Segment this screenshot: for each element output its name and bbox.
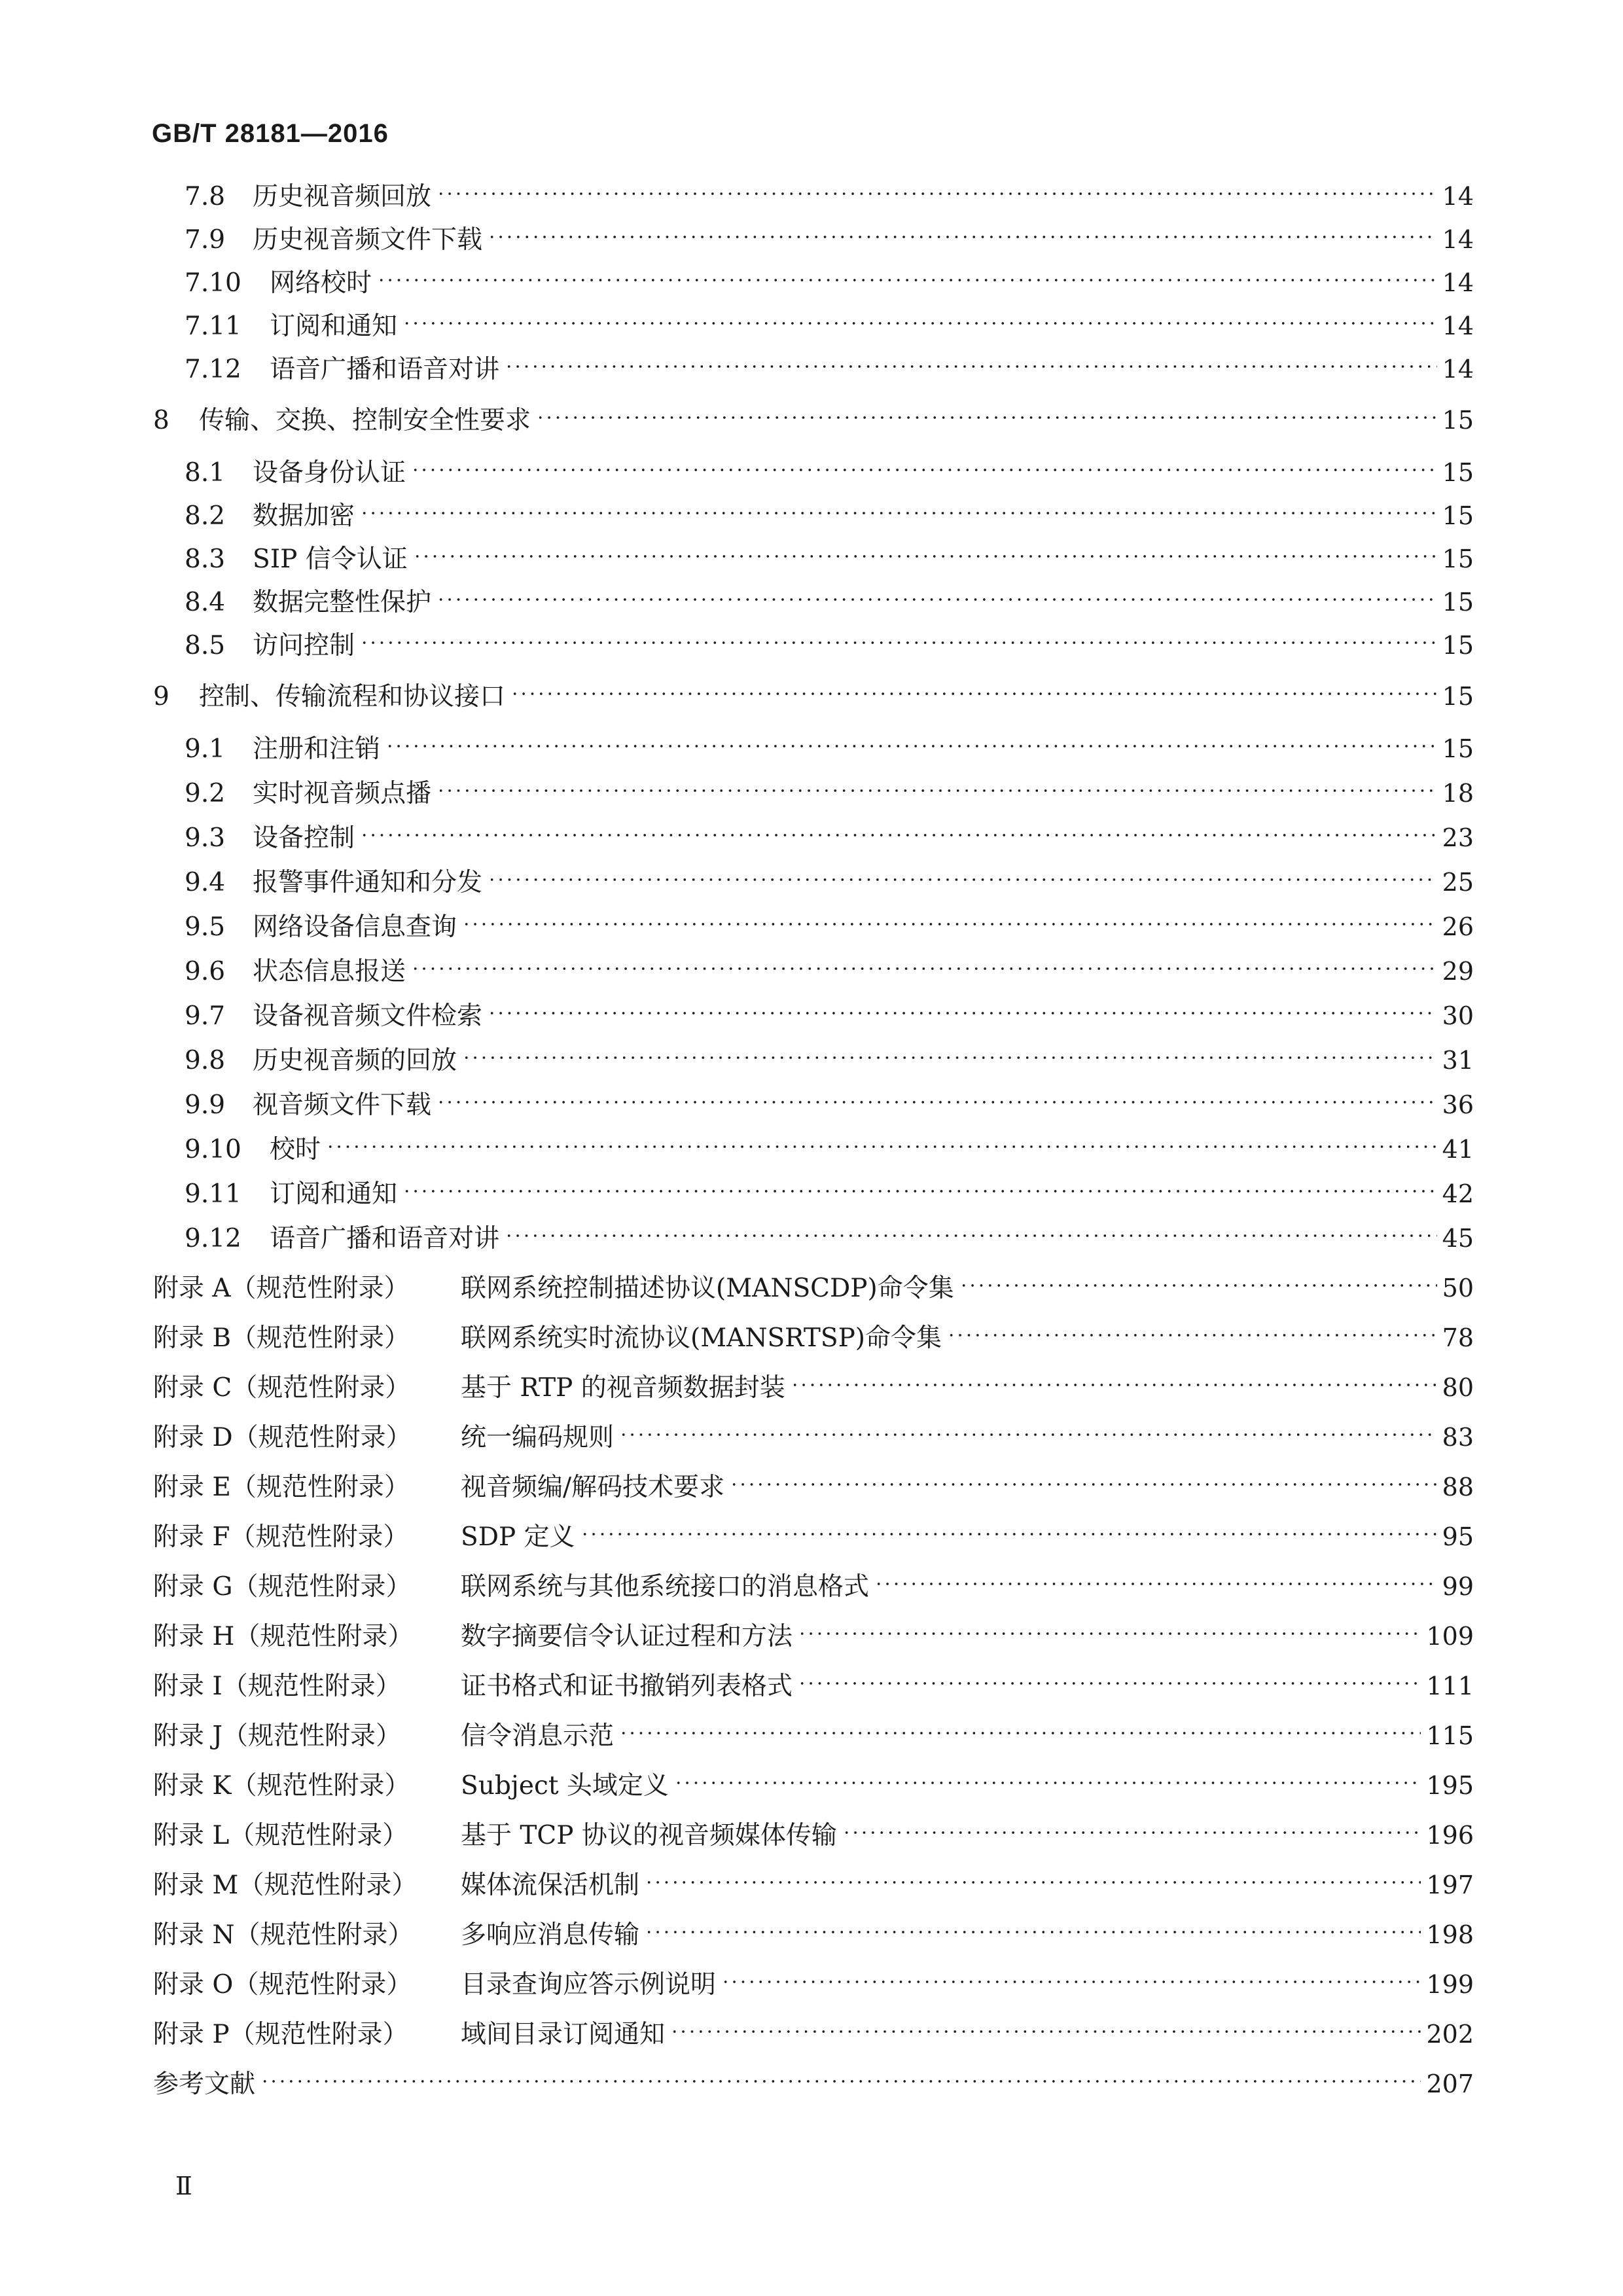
toc-entry-title: 历史视音频文件下载 — [253, 225, 483, 255]
toc-entry-title: 信令消息示范 — [461, 1721, 615, 1751]
toc-entry[interactable] — [153, 1716, 1474, 1755]
toc-entry[interactable] — [185, 539, 1474, 579]
toc-entry[interactable] — [185, 496, 1474, 535]
toc-entry-page: 99 — [1442, 1572, 1474, 1601]
toc-leader-dots — [580, 1531, 1437, 1537]
toc-entry-page: 14 — [1442, 312, 1474, 340]
toc-entry-page: 202 — [1426, 2020, 1474, 2049]
toc-entry[interactable] — [185, 774, 1474, 813]
toc-entry-page: 83 — [1442, 1423, 1474, 1452]
toc-leader-dots — [488, 1010, 1437, 1016]
toc-entry[interactable] — [185, 1130, 1474, 1169]
toc-entry-page: 36 — [1442, 1090, 1474, 1119]
toc-entry-number: 8.5 — [185, 631, 226, 660]
toc-entry-number: 附录 K（规范性附录） — [153, 1771, 410, 1801]
toc-entry-number: 9.7 — [185, 1001, 226, 1031]
toc-entry-title: 设备控制 — [253, 823, 355, 853]
toc-entry-title: 历史视音频的回放 — [253, 1046, 457, 1075]
toc-entry-page: 29 — [1442, 957, 1474, 986]
toc-entry[interactable] — [185, 907, 1474, 946]
toc-entry-number: 9.3 — [185, 823, 226, 853]
toc-entry-page: 15 — [1442, 588, 1474, 617]
toc-entry-title: 控制、传输流程和协议接口 — [199, 682, 506, 711]
toc-leader-dots — [326, 1143, 1437, 1150]
toc-entry-page: 199 — [1426, 1970, 1474, 1999]
toc-entry-page: 41 — [1442, 1135, 1474, 1164]
toc-entry[interactable] — [153, 1318, 1474, 1357]
toc-entry-title: 数据加密 — [253, 501, 355, 531]
toc-entry-page: 15 — [1442, 682, 1474, 711]
toc-entry-title: 订阅和通知 — [270, 312, 398, 341]
toc-entry[interactable] — [153, 1666, 1474, 1706]
toc-entry-number: 附录 J（规范性附录） — [153, 1721, 402, 1751]
toc-leader-dots — [402, 1188, 1437, 1194]
toc-entry-title: 基于 TCP 协议的视音频媒体传输 — [461, 1821, 837, 1850]
toc-leader-dots — [437, 190, 1437, 197]
toc-leader-dots — [360, 510, 1437, 516]
toc-entry-page: 80 — [1442, 1373, 1474, 1402]
toc-leader-dots — [791, 1382, 1437, 1388]
toc-entry-number: 9.9 — [185, 1090, 226, 1120]
toc-entry-title: 访问控制 — [253, 631, 355, 660]
toc-entry[interactable] — [185, 626, 1474, 665]
toc-entry-number: 7.12 — [185, 355, 241, 384]
standard-id-header: GB/T 28181—2016 — [152, 119, 389, 148]
toc-entry-title: 历史视音频回放 — [253, 182, 432, 211]
toc-entry[interactable] — [185, 729, 1474, 768]
toc-entry-page: 18 — [1442, 779, 1474, 808]
toc-leader-dots — [510, 691, 1437, 697]
toc-entry-page: 14 — [1442, 268, 1474, 297]
toc-entry-number: 7.10 — [185, 268, 241, 298]
toc-leader-dots — [619, 1730, 1421, 1736]
toc-entry-title: 实时视音频点播 — [253, 779, 432, 808]
toc-entry-number: 9.4 — [185, 868, 226, 897]
toc-entry-page: 15 — [1442, 501, 1474, 530]
toc-leader-dots — [413, 553, 1437, 560]
toc-entry-page: 42 — [1442, 1179, 1474, 1208]
toc-entry-page: 50 — [1442, 1274, 1474, 1302]
toc-entry[interactable] — [153, 1268, 1474, 1308]
toc-leader-dots — [462, 921, 1437, 927]
toc-entry-title: 校时 — [270, 1135, 321, 1164]
toc-leader-dots — [377, 277, 1437, 283]
toc-entry[interactable] — [153, 401, 1474, 440]
toc-entry-page: 88 — [1442, 1473, 1474, 1501]
toc-entry[interactable] — [153, 1965, 1474, 2004]
toc-entry-number: 附录 M（规范性附录） — [153, 1871, 418, 1900]
toc-entry[interactable] — [185, 220, 1474, 259]
toc-entry-number: 9.10 — [185, 1135, 241, 1164]
toc-entry-page: 196 — [1426, 1821, 1474, 1850]
toc-entry[interactable] — [185, 350, 1474, 389]
toc-entry-page: 198 — [1426, 1920, 1474, 1949]
toc-entry[interactable] — [185, 863, 1474, 902]
toc-entry-title: 设备身份认证 — [253, 458, 406, 488]
toc-leader-dots — [260, 2078, 1421, 2085]
toc-entry-number: 附录 D（规范性附录） — [153, 1423, 412, 1452]
toc-leader-dots — [505, 363, 1437, 370]
toc-entry-title: SIP 信令认证 — [253, 545, 408, 574]
toc-leader-dots — [874, 1581, 1437, 1587]
toc-entry-number: 8.3 — [185, 545, 226, 574]
toc-entry-page: 195 — [1426, 1771, 1474, 1800]
toc-entry-number: 9.5 — [185, 912, 226, 942]
toc-entry-title: 网络设备信息查询 — [253, 912, 457, 942]
toc-entry-title: 统一编码规则 — [461, 1423, 615, 1452]
toc-entry-number: 9.8 — [185, 1046, 226, 1075]
toc-entry[interactable] — [153, 1517, 1474, 1556]
toc-entry-page: 95 — [1442, 1522, 1474, 1551]
toc-entry-title: 目录查询应答示例说明 — [461, 1970, 717, 2000]
toc-entry[interactable] — [153, 2015, 1474, 2054]
toc-entry-number: 8.1 — [185, 458, 226, 488]
toc-leader-dots — [402, 320, 1437, 327]
toc-entry-page: 14 — [1442, 182, 1474, 211]
toc-entry[interactable] — [185, 263, 1474, 302]
toc-leader-dots — [437, 1099, 1437, 1105]
toc-entry-number: 附录 O（规范性附录） — [153, 1970, 412, 2000]
toc-entry-title: 域间目录订阅通知 — [461, 2020, 666, 2049]
toc-entry-title: 媒体流保活机制 — [461, 1871, 640, 1900]
toc-entry-title: 联网系统与其他系统接口的消息格式 — [461, 1572, 870, 1602]
toc-entry-title: 视音频文件下载 — [253, 1090, 432, 1120]
toc-entry-title: 网络校时 — [270, 268, 372, 298]
toc-entry-title: 数据完整性保护 — [253, 588, 432, 617]
toc-entry-title: 联网系统实时流协议(MANSRTSP)命令集 — [461, 1323, 942, 1353]
toc-entry-title: 语音广播和语音对讲 — [270, 355, 500, 384]
toc-entry-page: 207 — [1426, 2070, 1474, 2098]
toc-entry[interactable] — [185, 306, 1474, 346]
toc-leader-dots — [645, 1879, 1421, 1886]
toc-entry[interactable] — [153, 1567, 1474, 1606]
toc-leader-dots — [385, 743, 1437, 749]
toc-leader-dots — [411, 467, 1437, 473]
toc-leader-dots — [798, 1680, 1421, 1687]
toc-entry[interactable] — [153, 1766, 1474, 1805]
toc-entry-page: 15 — [1442, 406, 1474, 435]
toc-entry-number: 9.11 — [185, 1179, 241, 1209]
toc-entry-number: 附录 B（规范性附录） — [153, 1323, 410, 1353]
toc-leader-dots — [488, 234, 1437, 240]
toc-entry-title: 注册和注销 — [253, 734, 381, 764]
toc-entry-page: 15 — [1442, 458, 1474, 487]
toc-entry[interactable] — [153, 1865, 1474, 1905]
toc-entry-title: 证书格式和证书撤销列表格式 — [461, 1672, 793, 1701]
toc-entry-number: 9.12 — [185, 1224, 241, 1253]
toc-leader-dots — [411, 965, 1437, 972]
toc-entry-page: 109 — [1426, 1622, 1474, 1651]
toc-leader-dots — [619, 1431, 1437, 1438]
toc-entry-number: 附录 F（规范性附录） — [153, 1522, 409, 1552]
toc-leader-dots — [721, 1979, 1421, 1985]
toc-entry-number: 9.6 — [185, 957, 226, 986]
toc-leader-dots — [536, 414, 1437, 421]
toc-entry-title: SDP 定义 — [461, 1522, 575, 1552]
toc-entry-number: 9 — [153, 682, 169, 711]
toc-entry[interactable] — [185, 177, 1474, 216]
toc-leader-dots — [670, 2028, 1421, 2035]
toc-entry-number: 附录 N（规范性附录） — [153, 1920, 414, 1950]
toc-entry[interactable] — [185, 952, 1474, 991]
toc-entry-number: 附录 P（规范性附录） — [153, 2020, 408, 2049]
toc-entry-title: Subject 头域定义 — [461, 1771, 669, 1801]
toc-entry-page: 115 — [1426, 1721, 1474, 1750]
toc-leader-dots — [959, 1282, 1437, 1289]
toc-leader-dots — [488, 876, 1437, 883]
toc-entry-page: 15 — [1442, 734, 1474, 763]
toc-entry[interactable] — [153, 1418, 1474, 1457]
toc-entry-page: 197 — [1426, 1871, 1474, 1899]
toc-entry-number: 9.1 — [185, 734, 226, 764]
toc-entry-page: 78 — [1442, 1323, 1474, 1352]
toc-entry[interactable] — [185, 996, 1474, 1035]
toc-leader-dots — [645, 1929, 1421, 1935]
toc-entry[interactable] — [185, 1219, 1474, 1258]
toc-entry-number: 8.4 — [185, 588, 226, 617]
toc-entry[interactable] — [153, 2064, 1474, 2104]
toc-entry-number: 附录 I（规范性附录） — [153, 1672, 401, 1701]
toc-entry-title: 状态信息报送 — [253, 957, 406, 986]
toc-entry-number: 附录 L（规范性附录） — [153, 1821, 408, 1850]
toc-entry[interactable] — [185, 1174, 1474, 1213]
toc-leader-dots — [437, 787, 1437, 794]
toc-leader-dots — [360, 639, 1437, 646]
toc-leader-dots — [505, 1232, 1437, 1239]
toc-leader-dots — [798, 1630, 1421, 1637]
toc-entry-title: 多响应消息传输 — [461, 1920, 640, 1950]
toc-entry-number: 附录 A（规范性附录） — [153, 1274, 410, 1303]
toc-entry-title: 联网系统控制描述协议(MANSCDP)命令集 — [461, 1274, 954, 1303]
toc-entry-page: 15 — [1442, 545, 1474, 573]
toc-entry[interactable] — [185, 1085, 1474, 1124]
toc-entry-number: 7.9 — [185, 225, 226, 255]
toc-entry-page: 23 — [1442, 823, 1474, 852]
toc-entry-title: 报警事件通知和分发 — [253, 868, 483, 897]
toc-entry-title: 订阅和通知 — [270, 1179, 398, 1209]
toc-leader-dots — [947, 1332, 1437, 1338]
toc-entry-page: 26 — [1442, 912, 1474, 941]
toc-entry[interactable] — [153, 1617, 1474, 1656]
toc-entry-number: 8.2 — [185, 501, 226, 531]
toc-leader-dots — [437, 596, 1437, 603]
toc-leader-dots — [360, 832, 1437, 838]
toc-entry-page: 31 — [1442, 1046, 1474, 1075]
toc-entry-number: 附录 E（规范性附录） — [153, 1473, 410, 1502]
toc-entry[interactable] — [153, 1915, 1474, 1954]
toc-entry[interactable] — [185, 453, 1474, 492]
toc-leader-dots — [674, 1780, 1421, 1786]
toc-entry-number: 附录 G（规范性附录） — [153, 1572, 412, 1602]
toc-entry-page: 25 — [1442, 868, 1474, 897]
page-number: Ⅱ — [175, 2172, 192, 2200]
toc-entry-number: 7.11 — [185, 312, 241, 341]
toc-entry-number: 7.8 — [185, 182, 226, 211]
toc-entry-number: 8 — [153, 406, 169, 435]
toc-entry-page: 30 — [1442, 1001, 1474, 1030]
toc-entry-page: 45 — [1442, 1224, 1474, 1253]
toc-entry-title: 设备视音频文件检索 — [253, 1001, 483, 1031]
toc-entry-page: 15 — [1442, 631, 1474, 660]
toc-entry-title: 语音广播和语音对讲 — [270, 1224, 500, 1253]
toc-entry-title: 基于 RTP 的视音频数据封装 — [461, 1373, 785, 1403]
toc-entry-page: 14 — [1442, 355, 1474, 384]
toc-entry[interactable] — [153, 677, 1474, 716]
toc-entry[interactable] — [185, 583, 1474, 622]
toc-entry[interactable] — [185, 1041, 1474, 1080]
toc-entry-title: 视音频编/解码技术要求 — [461, 1473, 725, 1502]
toc-entry-page: 111 — [1426, 1672, 1474, 1700]
toc-entry-title: 传输、交换、控制安全性要求 — [199, 406, 531, 435]
toc-entry-number: 9.2 — [185, 779, 226, 808]
toc-entry[interactable] — [153, 1467, 1474, 1507]
toc-entry-number: 附录 H（规范性附录） — [153, 1622, 414, 1651]
toc-leader-dots — [842, 1829, 1421, 1836]
toc-entry[interactable] — [153, 1368, 1474, 1407]
toc-entry-number: 附录 C（规范性附录） — [153, 1373, 411, 1403]
toc-entry-page: 14 — [1442, 225, 1474, 254]
toc-entry-title: 参考文献 — [153, 2070, 256, 2099]
toc-leader-dots — [730, 1481, 1437, 1488]
toc-leader-dots — [462, 1054, 1437, 1061]
toc-entry[interactable] — [185, 818, 1474, 857]
toc-entry-title: 数字摘要信令认证过程和方法 — [461, 1622, 793, 1651]
toc-entry[interactable] — [153, 1816, 1474, 1855]
